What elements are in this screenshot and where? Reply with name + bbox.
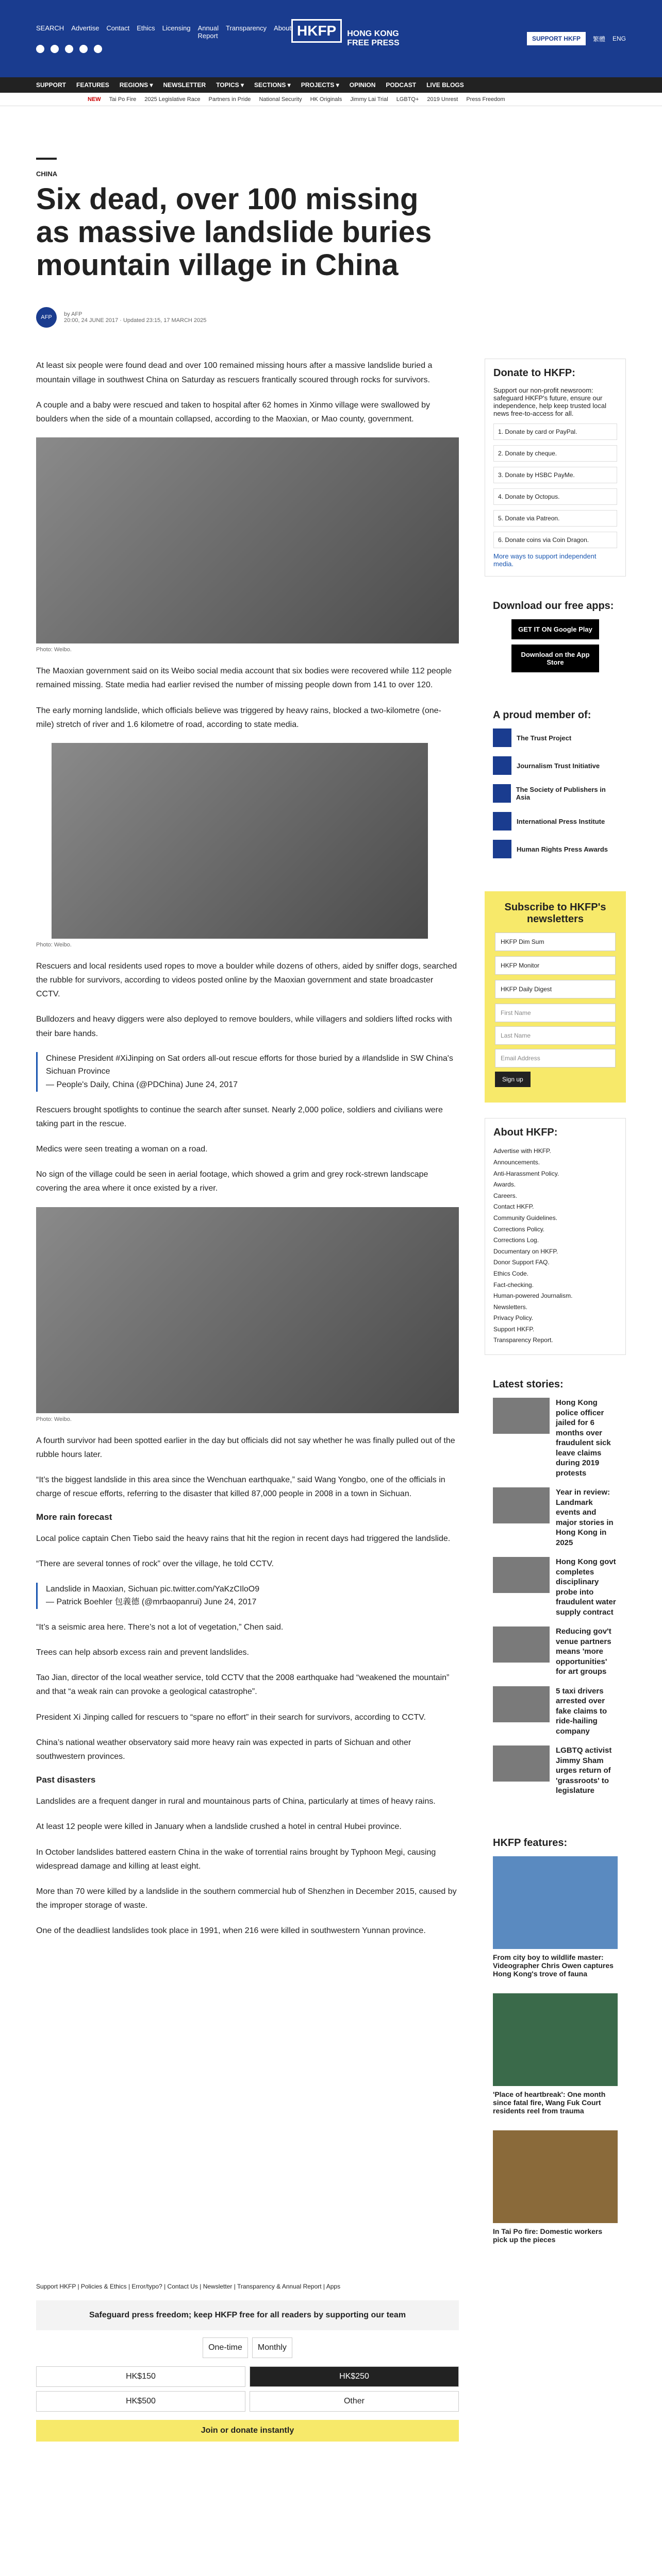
nav-opinion[interactable]: OPINION — [349, 81, 376, 89]
trend-link[interactable]: National Security — [259, 96, 302, 103]
paragraph: Rescuers and local residents used ropes to move a boulder while dozens of others, aided by sniffer dogs, searched the rubble for survivors, according to videos posted online by the Maoxian government and state broadcaster CCTV. — [36, 961, 457, 999]
facebook-icon[interactable] — [36, 45, 44, 53]
paragraph: “It’s a seismic area here. There’s not a lot of vegetation,” Chen said. — [36, 1622, 284, 1632]
donate-payme[interactable]: 3. Donate by HSBC PayMe. — [493, 467, 617, 483]
youtube-icon[interactable] — [79, 45, 88, 53]
nav-annual[interactable]: Annual Report — [197, 24, 219, 40]
donate-patreon[interactable]: 5. Donate via Patreon. — [493, 510, 617, 527]
trend-link[interactable]: LGBTQ+ — [396, 96, 419, 103]
rubble-photo — [36, 1207, 459, 1413]
donate-octopus[interactable]: 4. Donate by Octopus. — [493, 488, 617, 505]
nav-contact[interactable]: Contact — [106, 24, 130, 32]
instagram-icon[interactable] — [65, 45, 73, 53]
story-item[interactable]: Year in review: Landmark events and major stories in Hong Kong in 2025 — [493, 1487, 618, 1548]
nav-sections[interactable]: SECTIONS ▾ — [254, 81, 291, 89]
paragraph: More than 70 were killed by a landslide in the southern commercial hub of Shenzhen in December 2015, caused by the improper storage of waste. — [36, 1887, 457, 1910]
nav-ethics[interactable]: Ethics — [137, 24, 155, 32]
last-name-input[interactable]: Last Name — [495, 1026, 616, 1045]
landslide-photo — [36, 437, 459, 643]
embedded-tweet[interactable]: Landslide in Maoxian, Sichuan pic.twitter.com/YaKzCIloO9 — Patrick Boehler 包義德 (@mrbaopanrui) June 24, 2017 — [36, 1583, 459, 1609]
freq-onetime[interactable]: One-time — [203, 2337, 248, 2358]
site-logo[interactable]: HKFP HONG KONG FREE PRESS — [291, 19, 400, 58]
paragraph: Tao Jian, director of the local weather service, told CCTV that the 2008 earthquake had “weakened the mountain” and that “a weak rain can provoke a geological catastrophe”. — [36, 1673, 450, 1697]
trend-link[interactable]: HK Originals — [310, 96, 342, 103]
paragraph: The Maoxian government said on its Weibo social media account that six bodies were recovered while 112 people remained missing. State media had earlier revised the number of missing people down from 141 to over 120. — [36, 667, 452, 690]
trend-link[interactable]: 2019 Unrest — [427, 96, 458, 103]
lang-switch[interactable]: 繁體 — [592, 35, 605, 43]
paragraph: Trees can help absorb excess rain and prevent landslides. — [36, 1648, 249, 1657]
new-badge: NEW — [88, 96, 101, 103]
search-link[interactable]: SEARCH — [36, 24, 64, 32]
paragraph: At least 12 people were killed in January when a landslide crushed a hotel in central Hubei province. — [36, 1822, 402, 1832]
more-ways-link[interactable]: More ways to support independent media. — [493, 552, 597, 568]
donate-card[interactable]: 1. Donate by card or PayPal. — [493, 423, 617, 440]
paragraph: China’s national weather observatory said more heavy rain was expected in parts of Sichuan and other southwestern provinces. — [36, 1738, 411, 1761]
donate-cheque[interactable]: 2. Donate by cheque. — [493, 445, 617, 462]
nl-digest[interactable]: HKFP Daily Digest — [495, 980, 616, 998]
trend-link[interactable]: Jimmy Lai Trial — [350, 96, 388, 103]
nav-newsletter[interactable]: NEWSLETTER — [163, 81, 206, 89]
trend-link[interactable]: Partners in Pride — [208, 96, 251, 103]
paragraph: “It’s the biggest landslide in this area since the Wenchuan earthquake,” said Wang Yongbo, one of the officials in charge of rescue efforts, referring to the disaster that killed 87,000 people in 2008 in a town in Sichuan. — [36, 1475, 445, 1499]
nav-regions[interactable]: REGIONS ▾ — [119, 81, 153, 89]
author-avatar: AFP — [36, 307, 57, 328]
paragraph: The early morning landslide, which officials believe was triggered by heavy rains, blocked a two-kilometre (one-mile) stretch of river and 1.6 kilometre of road, according to state media. — [36, 706, 441, 729]
join-button[interactable]: Join or donate instantly — [36, 2420, 459, 2442]
article-title: Six dead, over 100 missing as massive landslide buries mountain village in China — [36, 182, 432, 282]
feature-card[interactable]: In Tai Po fire: Domestic workers pick up the pieces — [493, 2130, 618, 2244]
paragraph: Local police captain Chen Tiebo said the heavy rains that hit the region in recent days had triggered the landslide. — [36, 1534, 451, 1544]
paragraph: At least six people were found dead and over 100 remained missing hours after a massive landslide buried a mountain village in southwest China on Saturday as rescuers frantically scoured through rocks for survivors. — [36, 361, 433, 384]
rescue-photo — [52, 743, 428, 939]
byline: AFP by AFP 20:00, 24 JUNE 2017 · Updated 23:15, 17 MARCH 2025 — [36, 307, 626, 328]
embedded-tweet[interactable]: Chinese President #XiJinping on Sat orders all-out rescue efforts for those buried by a #landslide in SW China's Sichuan Province — People's Daily, China (@PDChina) June 24, 2017 — [36, 1052, 459, 1092]
story-item[interactable]: Hong Kong govt completes disciplinary probe into fraudulent water supply contract — [493, 1557, 618, 1617]
paragraph: No sign of the village could be seen in aerial footage, which showed a grim and grey rock-strewn landscape covering the area where it once existed by a river. — [36, 1170, 428, 1193]
paragraph: In October landslides battered eastern China in the wake of torrential rains brought by Typhoon Megi, causing widespread damage and killing at least eight. — [36, 1848, 436, 1871]
paragraph: A couple and a baby were rescued and taken to hospital after 62 homes in Xinmo village were swallowed by boulders when the side of a mountain collapsed, according to the Maoxian, or Mao county, government. — [36, 400, 431, 423]
story-item[interactable]: Hong Kong police officer jailed for 6 months over fraudulent sick leave claims during 2019 protests — [493, 1398, 618, 1478]
amount-250[interactable]: HK$250 — [250, 2366, 459, 2387]
article-body: At least six people were found dead and over 100 remained missing hours after a massive landslide buried a mountain village in southwest China on Saturday as rescuers frantically scoured through rocks for survivors. A couple and a baby were rescued and taken to hospital after 62 homes in Xinmo village were swallowed by boulders when the side of a mountain collapsed, according to the Maoxian, or Mao county, government. Photo: Weibo. The Maoxian government said on its Weibo social media account that six bodies were recovered while 112 people remained missing. State media had earlier revised the number of missing people down from 141 to over 120. The early morning landslide, which officials believe was triggered by heavy rains, blocked a two-kilometre (one-mile) stretch of river and 1.6 kilometre of road, according to state media. Photo: Weibo. Rescuers and local residents used ropes to move a boulder while dozens of others, aided by sniffer dogs, searched the rubble for survivors, according to videos posted online by the Maoxian government and state broadcaster CCTV. Bulldozers and heavy diggers were also deployed to remove boulders, while villagers and soldiers lifted rocks with their bare hands. Chinese President #XiJinping on Sat orders all-out rescue efforts for those buried by a #landslide in SW China's Sichuan Province — People's Daily, China (@PDChina) June 24, 2017 Rescuers brought spotlights to continue the search after sunset. Nearly 2,000 police, soldiers and civilians were taking part in the rescue. Medics were seen treating a woman on a road. No sign of the village could be seen in aerial footage, which showed a grim and grey rock-strewn landscape covering the area where it once existed by a river. Photo: Weibo. A fourth survivor had been spotted earlier in the day but officials did not say whether he was finally pulled out of the rubble hours later. “It’s the biggest landslide in this area since the Wenchuan earthquake,” said Wang Yongbo, one of the officials in charge of rescue efforts, referring to the disaster that killed 87,000 people in 2008 in a town in Sichuan. More rain forecast Local police captain Chen Tiebo said the heavy rains that hit the region in recent days had triggered the landslide. “There are several tonnes of rock” over the village, he told CCTV. Landslide in Maoxian, Sichuan pic.twitter.com/YaKzCIloO9 — Patrick Boehler 包義德 (@mrbaopanrui) June 24, 2017 “It’s a seismic area here. There’s not a lot of vegetation,” Chen said. Trees can help absorb excess rain and prevent landslides. Tao Jian, director of the local weather service, told CCTV that the 2008 earthquake had “weakened the mountain” and that “a weak rain can provoke a geological catastrophe”. President Xi Jinping called for rescuers to “spare no effort” in their search for survivors, according to CCTV. China’s national weather observatory said more heavy rain was expected in parts of Sichuan and other southwestern provinces. Past disasters Landslides are a frequent danger in rural and mountainous parts of China, particularly at times of heavy rains. At least 12 people were killed in January when a landslide crushed a hotel in central Hubei province. In October landslides battered eastern China in the wake of torrential rains brought by Typhoon Megi, causing widespread damage and killing at least eight. More than 70 were killed by a landslide in the southern commercial hub of Shenzhen in December 2015, caused by the improper storage of waste. One of the deadliest landslides took place in 1991, when 216 were killed in southwestern Yunnan province. — [36, 359, 459, 2282]
eng-switch[interactable]: ENG — [612, 35, 626, 42]
social-icons — [36, 45, 291, 53]
google-play-button[interactable]: GET IT ON Google Play — [511, 619, 599, 639]
nav-podcast[interactable]: PODCAST — [386, 81, 417, 89]
article-category[interactable]: CHINA — [36, 170, 58, 178]
paragraph: “There are several tonnes of rock” over the village, he told CCTV. — [36, 1560, 274, 1569]
sidebar: Donate to HKFP: Support our non-profit newsroom: safeguard HKFP's future, ensure our independence, help keep trusted local news free-to-access for all. 1. Donate by card or PayPal. 2. Donate by cheque. 3. Donate by HSBC PayMe. 4. Donate by Octopus. 5. Donate via Patreon. 6. Donate coins via Coin Dragon. More ways to support independent media. Download our free apps: GET IT ON Google Play Download on the App Store A proud member of: The Trust Project Journalism Trust Initiative The Society of Publishers in Asia International Press Institute Human Rights Press Awards Subscribe to HKFP's newsletters HKFP Dim Sum HKFP Monitor HKFP Daily Digest First Name Last Name Email Address Sign up About HKFP: Advertise with HKFP. Announcements. Anti-Harassment Policy. Awards. Careers. Contact HKFP. Community Guidelines. Corrections Policy. Corrections Log. Documentary on HKFP. Donor Support FAQ. Ethics Code. Fact-checking. Human-powered Journalism. Newsletters. Privacy Policy. Support HKFP. Transparency Report. Latest stories: Hong Kong police officer jailed for 6 months over fraudulent sick leave claims during 2019 protests Year in review: Landmark events and major stories in Hong Kong in 2025 Hong Kong govt completes disciplinary probe into fraudulent water supply contract Reducing gov't venue partners means 'more opportunities' for art groups 5 taxi drivers arrested over fake claims to ride-hailing company LGBTQ activist Jimmy Sham urges return of 'grassroots' to legislature HKFP features: From city boy to wildlife master: Videographer Chris Owen captures Hong Kong's trove of fauna 'Place of heartbreak': One month since fatal fire, Wang Fuk Court residents reel from trauma In Tai Po fire: Domestic workers pick up the pieces — [485, 359, 626, 2282]
amount-150[interactable]: HK$150 — [36, 2366, 245, 2387]
paragraph: Rescuers brought spotlights to continue the search after sunset. Nearly 2,000 police, soldiers and civilians were taking part in the rescue. — [36, 1105, 443, 1128]
feature-card[interactable]: 'Place of heartbreak': One month since fatal fire, Wang Fuk Court residents reel from trauma — [493, 1993, 618, 2115]
nav-support[interactable]: SUPPORT — [36, 81, 67, 89]
donate-coins[interactable]: 6. Donate coins via Coin Dragon. — [493, 532, 617, 548]
newsletter-box: Subscribe to HKFP's newsletters HKFP Dim Sum HKFP Monitor HKFP Daily Digest First Name Last Name Email Address Sign up — [485, 891, 626, 1103]
story-item[interactable]: Reducing gov't venue partners means 'more opportunities' for art groups — [493, 1626, 618, 1677]
paragraph: Bulldozers and heavy diggers were also deployed to remove boulders, while villagers and soldiers lifted rocks with their bare hands. — [36, 1015, 452, 1038]
trending-bar — [0, 93, 662, 106]
nav-about[interactable]: About — [274, 24, 292, 32]
linkedin-icon[interactable] — [94, 45, 102, 53]
trend-link[interactable]: 2025 Legislative Race — [144, 96, 201, 103]
support-banner: Safeguard press freedom; keep HKFP free for all readers by supporting our team — [36, 2300, 459, 2330]
signup-button[interactable]: Sign up — [495, 1072, 531, 1087]
nl-dimsum[interactable]: HKFP Dim Sum — [495, 933, 616, 951]
paragraph: Medics were seen treating a woman on a road. — [36, 1144, 208, 1154]
paragraph: Landslides are a frequent danger in rural and mountainous parts of China, particularly at times of heavy rains. — [36, 1797, 436, 1806]
nav-transparency[interactable]: Transparency — [226, 24, 267, 32]
amount-other[interactable]: Other — [250, 2391, 459, 2412]
story-item[interactable]: LGBTQ activist Jimmy Sham urges return of 'grassroots' to legislature — [493, 1745, 618, 1796]
trend-link[interactable]: Tai Po Fire — [109, 96, 137, 103]
nav-features[interactable]: FEATURES — [76, 81, 109, 89]
support-button[interactable]: SUPPORT HKFP — [527, 32, 586, 45]
paragraph: A fourth survivor had been spotted earlier in the day but officials did not say whether he was finally pulled out of the rubble hours later. — [36, 1436, 455, 1459]
email-input[interactable]: Email Address — [495, 1049, 616, 1067]
twitter-icon[interactable] — [51, 45, 59, 53]
main-nav — [0, 77, 662, 93]
nav-live[interactable]: LIVE BLOGS — [426, 81, 464, 89]
freq-monthly[interactable]: Monthly — [252, 2337, 292, 2358]
nav-licensing[interactable]: Licensing — [162, 24, 191, 32]
nav-advertise[interactable]: Advertise — [71, 24, 100, 32]
feature-card[interactable]: From city boy to wildlife master: Videographer Chris Owen captures Hong Kong's trove of fauna — [493, 1856, 618, 1978]
nav-projects[interactable]: PROJECTS ▾ — [301, 81, 339, 89]
paragraph: One of the deadliest landslides took place in 1991, when 216 were killed in southwestern Yunnan province. — [36, 1926, 426, 1936]
nav-topics[interactable]: TOPICS ▾ — [216, 81, 244, 89]
nl-monitor[interactable]: HKFP Monitor — [495, 956, 616, 975]
footer-links[interactable]: Support HKFP | Policies & Ethics | Error/typo? | Contact Us | Newsletter | Transparency & Annual Report | Apps — [36, 2282, 341, 2290]
trend-link[interactable]: Press Freedom — [466, 96, 505, 103]
paragraph: President Xi Jinping called for rescuers to “spare no effort” in their search for survivors, according to CCTV. — [36, 1713, 426, 1722]
app-store-button[interactable]: Download on the App Store — [511, 645, 599, 672]
first-name-input[interactable]: First Name — [495, 1004, 616, 1022]
amount-500[interactable]: HK$500 — [36, 2391, 245, 2412]
story-item[interactable]: 5 taxi drivers arrested over fake claims to ride-hailing company — [493, 1686, 618, 1737]
